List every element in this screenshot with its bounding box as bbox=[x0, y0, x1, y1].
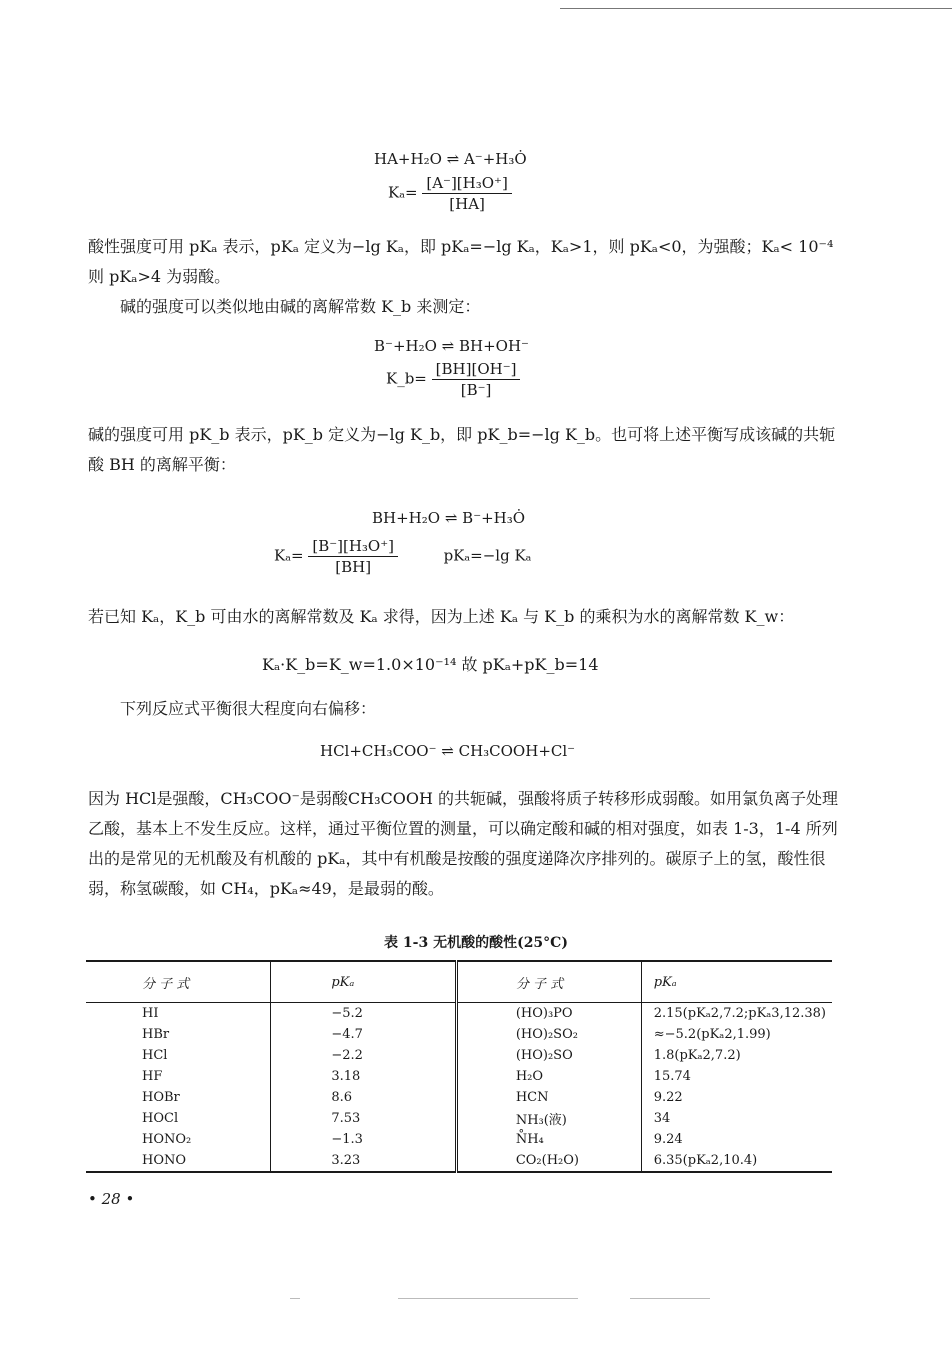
table-row bbox=[86, 1045, 832, 1066]
ka-label: Kₐ= bbox=[388, 183, 418, 202]
pka-cell: 2.15(pKₐ2,7.2;pKₐ3,12.38) bbox=[641, 1003, 832, 1025]
table-row bbox=[86, 1108, 832, 1129]
kb-fraction bbox=[432, 360, 521, 399]
pka-cell: −4.7 bbox=[271, 1024, 456, 1045]
pka-cell: 9.22 bbox=[641, 1087, 832, 1108]
acidity-table bbox=[86, 960, 832, 1173]
formula-cell: HONO₂ bbox=[142, 1132, 192, 1147]
equation-ka bbox=[388, 174, 512, 213]
equation-hcl-acetate: HCl+CH₃COO⁻ ⇌ CH₃COOH+Cl⁻ bbox=[320, 742, 576, 760]
ka-fraction bbox=[422, 174, 511, 213]
pka-cell: 3.23 bbox=[271, 1150, 456, 1172]
ka-numerator: [A⁻][H₃O⁺] bbox=[422, 174, 511, 194]
formula-cell: H₂O bbox=[456, 1066, 641, 1087]
paragraph-acid-strength-discussion: 因为 HCl是强酸，CH₃COO⁻是弱酸CH₃COOH 的共轭碱，强酸将质子转移形成弱酸。如用氯负离子处理乙酸，基本上不发生反应。这样，通过平衡位置的测量，可以确定酸和碱的相对强度，如表 1-3，1-4 所列出的是常见的无机酸及有机酸的 pKₐ，其中有机酸是按酸的强度递降次序排列的。碳原子上的氢，酸性很弱，称氢碳酸，如 CH₄，pKₐ≈49，是最弱的酸。 bbox=[88, 789, 839, 898]
formula-cell: NH₃(液) bbox=[456, 1108, 641, 1129]
formula-cell: HOBr bbox=[142, 1090, 180, 1105]
ka2-denominator: [BH] bbox=[335, 558, 372, 576]
equation-kb bbox=[386, 360, 520, 399]
table-row bbox=[86, 1066, 832, 1087]
pka-cell: −5.2 bbox=[271, 1003, 456, 1025]
header-formula-2: 分 子 式 bbox=[456, 961, 641, 1003]
table-header-row bbox=[86, 961, 832, 1003]
formula-cell: HI bbox=[142, 1006, 159, 1021]
pka-cell: 7.53 bbox=[271, 1108, 456, 1129]
pka-cell: −2.2 bbox=[271, 1045, 456, 1066]
formula-cell: HBr bbox=[142, 1027, 170, 1042]
formula-cell: HF bbox=[142, 1069, 163, 1084]
pka-cell: 9.24 bbox=[641, 1129, 832, 1150]
table-row bbox=[86, 1024, 832, 1045]
paragraph-base-constant: 碱的强度可以类似地由碱的离解常数 K_b 来测定： bbox=[120, 297, 481, 316]
paragraph-water-constant: 若已知 Kₐ，K_b 可由水的离解常数及 Kₐ 求得，因为上述 Kₐ 与 K_b 的乘积为水的离解常数 K_w： bbox=[88, 607, 795, 626]
header-pka-2: pKₐ bbox=[641, 961, 832, 1003]
paragraph-equilibrium-shift: 下列反应式平衡很大程度向右偏移： bbox=[120, 699, 377, 718]
header-formula-1: 分 子 式 bbox=[86, 961, 271, 1003]
formula-cell: CO₂(H₂O) bbox=[456, 1150, 641, 1172]
pka-cell: 34 bbox=[641, 1108, 832, 1129]
scan-artifact bbox=[630, 1298, 710, 1299]
pka-cell: 1.8(pKₐ2,7.2) bbox=[641, 1045, 832, 1066]
equation-acid-dissociation: HA+H₂O ⇌ A⁻+H₃Ȯ bbox=[374, 150, 527, 168]
formula-cell: HOCl bbox=[142, 1111, 179, 1126]
table-row bbox=[86, 1129, 832, 1150]
formula-cell: HCN bbox=[456, 1087, 641, 1108]
ka2-fraction bbox=[308, 537, 398, 576]
kb-numerator: [BH][OH⁻] bbox=[432, 360, 521, 380]
formula-cell: (HO)₂SO bbox=[456, 1045, 641, 1066]
paragraph-acid-strength: 酸性强度可用 pKₐ 表示，pKₐ 定义为−lg Kₐ，即 pKₐ=−lg Kₐ，Kₐ>1，则 pKₐ<0，为强酸；Kₐ< 10⁻⁴ 则 pKₐ>4 为弱酸。 bbox=[88, 237, 834, 286]
equation-ka-conjugate bbox=[274, 537, 531, 576]
formula-cell: HCl bbox=[142, 1048, 168, 1063]
pka-cell: 6.35(pKₐ2,10.4) bbox=[641, 1150, 832, 1172]
table-caption: 表 1-3 无机酸的酸性(25°C) bbox=[384, 935, 568, 951]
ka2-numerator: [B⁻][H₃O⁺] bbox=[308, 537, 398, 557]
table-row bbox=[86, 1087, 832, 1108]
pka-cell: 3.18 bbox=[271, 1066, 456, 1087]
equation-kw: Kₐ·K_b=K_w=1.0×10⁻¹⁴ 故 pKₐ+pK_b=14 bbox=[262, 655, 599, 674]
scan-artifact bbox=[398, 1298, 578, 1299]
pka-definition: pKₐ=−lg Kₐ bbox=[443, 546, 532, 565]
formula-cell: HONO bbox=[142, 1153, 187, 1168]
table-row bbox=[86, 1003, 832, 1025]
top-rule bbox=[560, 8, 952, 9]
ka2-label: Kₐ= bbox=[274, 546, 304, 565]
equation-base-dissociation: B⁻+H₂O ⇌ BH+OH⁻ bbox=[374, 337, 529, 355]
ka-denominator: [HA] bbox=[449, 195, 485, 213]
page-number: • 28 • bbox=[88, 1190, 135, 1208]
pka-cell: 15.74 bbox=[641, 1066, 832, 1087]
kb-label: K_b= bbox=[386, 369, 427, 388]
formula-cell: N̊H₄ bbox=[456, 1129, 641, 1150]
table-row bbox=[86, 1150, 832, 1172]
formula-cell: (HO)₂SO₂ bbox=[456, 1024, 641, 1045]
formula-cell: (HO)₃PO bbox=[456, 1003, 641, 1025]
kb-denominator: [B⁻] bbox=[460, 381, 492, 399]
paragraph-base-strength: 碱的强度可用 pK_b 表示，pK_b 定义为−lg K_b，即 pK_b=−lg K_b。也可将上述平衡写成该碱的共轭酸 BH 的离解平衡： bbox=[88, 425, 836, 474]
pka-cell: ≈−5.2(pKₐ2,1.99) bbox=[641, 1024, 832, 1045]
pka-cell: −1.3 bbox=[271, 1129, 456, 1150]
equation-conjugate-acid: BH+H₂O ⇌ B⁻+H₃Ȯ bbox=[372, 509, 526, 527]
header-pka-1: pKₐ bbox=[271, 961, 456, 1003]
scan-artifact bbox=[290, 1298, 300, 1299]
pka-cell: 8.6 bbox=[271, 1087, 456, 1108]
